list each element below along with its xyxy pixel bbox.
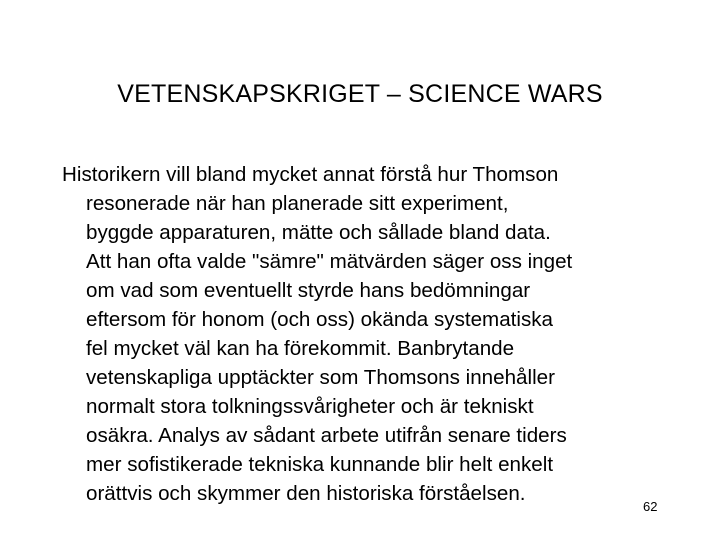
body-line: mer sofistikerade tekniska kunnande blir helt enkelt — [86, 453, 554, 476]
body-line: resonerade när han planerade sitt experiment, — [86, 192, 509, 215]
body-line: om vad som eventuellt styrde hans bedömningar — [86, 279, 531, 302]
body-line: Historikern vill bland mycket annat förstå hur Thomson — [62, 163, 559, 186]
body-line: orättvis och skymmer den historiska förståelsen. — [86, 482, 526, 505]
body-line: Att han ofta valde "sämre" mätvärden säger oss inget — [86, 250, 573, 273]
body-line: byggde apparaturen, mätte och sållade bland data. — [86, 221, 551, 244]
page-number: 62 — [643, 499, 658, 514]
slide-title: VETENSKAPSKRIGET – SCIENCE WARS — [117, 80, 603, 108]
body-line: vetenskapliga upptäckter som Thomsons innehåller — [86, 366, 555, 389]
body-line: fel mycket väl kan ha förekommit. Banbrytande — [86, 337, 515, 360]
body-paragraph — [62, 160, 672, 508]
body-line: eftersom för honom (och oss) okända systematiska — [86, 308, 553, 331]
body-line: normalt stora tolkningssvårigheter och är tekniskt — [86, 395, 534, 418]
body-line: osäkra. Analys av sådant arbete utifrån senare tiders — [86, 424, 567, 447]
